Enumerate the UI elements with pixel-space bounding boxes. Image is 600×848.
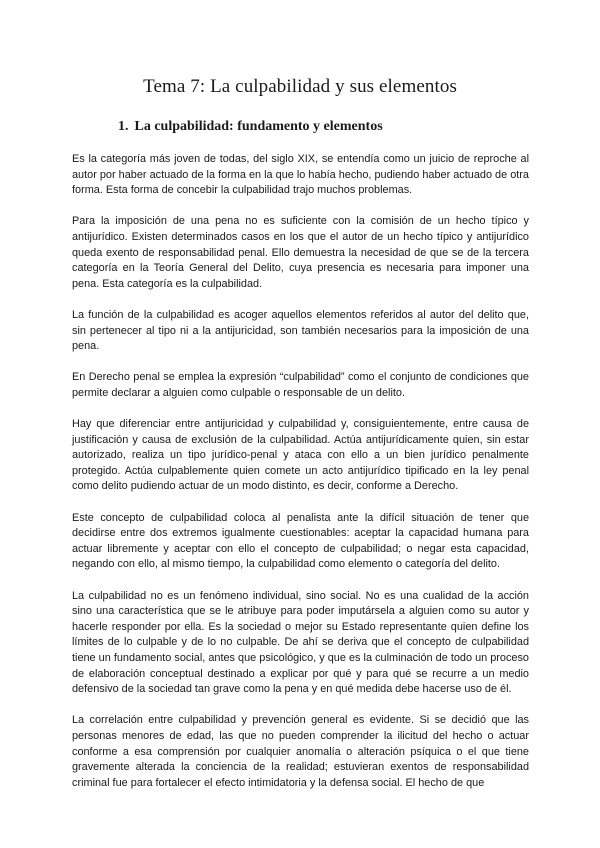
paragraph: Para la imposición de una pena no es suficiente con la comisión de un hecho típico y antijurídico. Existen determinados casos en los que el autor de un hecho típico y antijurídico queda exento de responsabilidad penal. Ello demuestra la necesidad de que se de la tercera categoría en la Teoría General del Delito, cuya presencia es necesaria para imponer una pena. Esta categoría es la culpabilidad. [72,215,529,290]
page-title: Tema 7: La culpabilidad y sus elementos [143,76,457,97]
section-title: La culpabilidad: fundamento y elementos [134,119,383,134]
paragraph: La culpabilidad no es un fenómeno individual, sino social. No es una cualidad de la acción sino una característica que se le atribuye para poder imputársela a alguien como su autor y hacerle responder por ella. Es la sociedad o mejor su Estado representante quien define los límites de lo culpable y de lo no culpable. De ahí se deriva que el concepto de culpabilidad tiene un fundamento social, antes que psicológico, y que es la culminación de todo un proceso de elaboración conceptual destinado a explicar por qué y para qué se recurre a un medio defensivo de la sociedad tan grave como la pena y en qué medida debe hacerse uso de él. [72,589,529,696]
paragraph: Hay que diferenciar entre antijuricidad y culpabilidad y, consiguientemente, entre causa de justificación y causa de exclusión de la culpabilidad. Actúa antijurídicamente quien, sin estar autorizado, realiza un tipo jurídico-penal y ataca con ello a un bien jurídico penalmente protegido. Actúa culpablemente quien comete un acto antijurídico tipificado en la ley penal como delito pudiendo actuar de un modo distinto, es decir, conforme a Derecho. [72,418,529,493]
paragraph: La correlación entre culpabilidad y prevención general es evidente. Si se decidió que las personas menores de edad, las que no pueden comprender la ilicitud del hecho o actuar conforme a esa comprensión por cualquier anomalía o alteración psíquica o el que tiene gravemente alterada la conciencia de la realidad; estuvieran exentos de responsabilidad criminal fue para fortalecer el efecto intimidatoria y la defensa social. El hecho de que [72,714,529,789]
paragraph: En Derecho penal se emplea la expresión “culpabilidad” como el conjunto de condiciones que permite declarar a alguien como culpable o responsable de un delito. [72,371,529,399]
paragraph: La función de la culpabilidad es acoger aquellos elementos referidos al autor del delito que, sin pertenecer al tipo ni a la antijuricidad, son también necesarios para la imposición de una pena. [72,308,529,353]
paragraph: Es la categoría más joven de todas, del siglo XIX, se entendía como un juicio de reproche al autor por haber actuado de la forma en la que lo había hecho, pudiendo haber actuado de otra forma. Esta forma de concebir la culpabilidad trajo muchos problemas. [72,153,529,197]
section-heading [118,119,383,135]
body-text [72,152,529,807]
section-number: 1. [118,119,129,134]
paragraph: Este concepto de culpabilidad coloca al penalista ante la difícil situación de tener que decidirse entre dos extremos igualmente cuestionables: aceptar la capacidad humana para actuar libremente y aceptar con ello el concepto de culpabilidad; o negar esta capacidad, negando con ello, al mismo tiempo, la culpabilidad como elemento o categoría del delito. [72,511,529,571]
